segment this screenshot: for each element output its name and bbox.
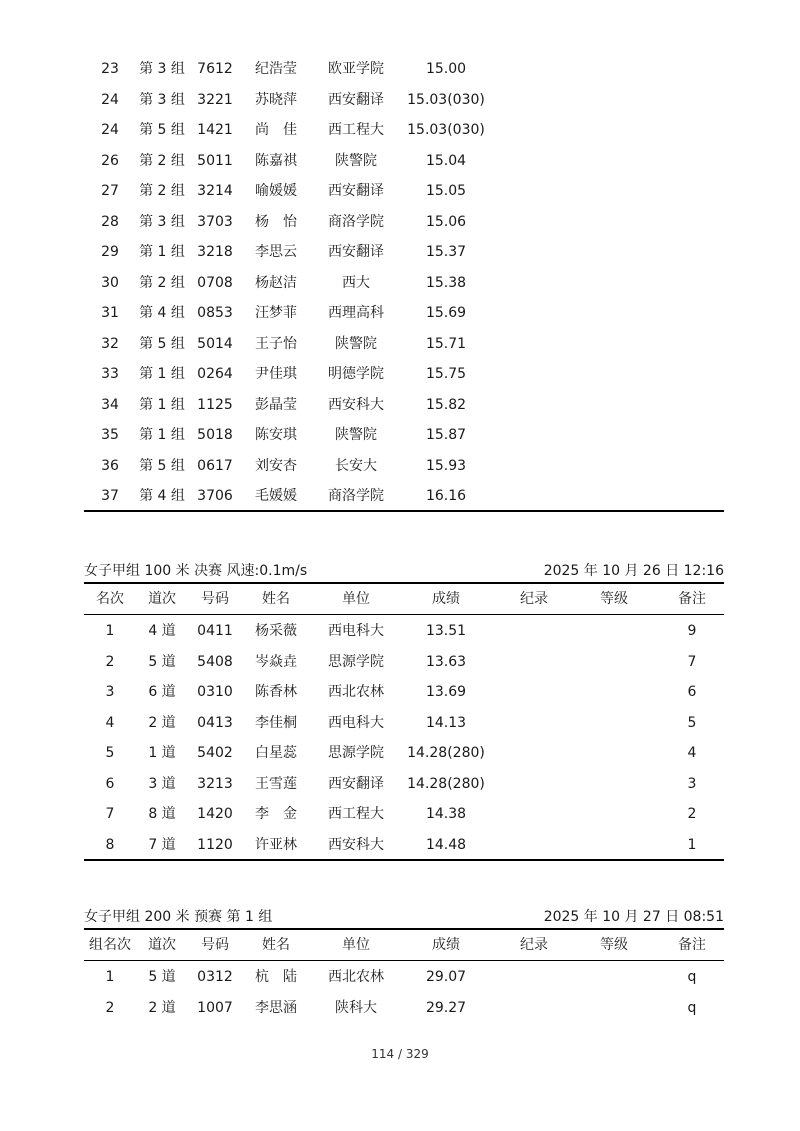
header-number: 号码	[201, 937, 229, 953]
number-cell: 5402	[197, 745, 233, 761]
name-cell: 李思涵	[255, 999, 297, 1016]
group-cell: 第 4 组	[139, 488, 185, 504]
group-cell: 第 1 组	[139, 366, 185, 382]
name-cell: 许亚林	[255, 836, 297, 853]
heat-section-title: 女子甲组 200 米 预赛 第 1 组	[84, 909, 273, 925]
result-cell: 16.16	[425, 488, 467, 504]
number-cell: 3706	[197, 488, 233, 504]
table-row	[0, 830, 800, 860]
unit-cell: 陕警院	[335, 152, 377, 169]
result-cell: 13.63	[425, 653, 467, 670]
name-cell: 尹佳琪	[255, 366, 297, 382]
result-cell: 29.27	[425, 999, 467, 1016]
lane-cell: 4 道	[148, 623, 176, 639]
group-cell: 第 1 组	[139, 427, 185, 443]
rank-cell: 23	[101, 61, 119, 77]
unit-cell: 西电科大	[328, 714, 384, 731]
lane-cell: 8 道	[148, 806, 176, 822]
name-cell: 杨采薇	[255, 623, 297, 639]
group-cell: 第 4 组	[139, 305, 185, 321]
result-cell: 15.03(030)	[407, 122, 485, 138]
header-record: 纪录	[520, 591, 548, 607]
table-row	[0, 176, 800, 206]
unit-cell: 明德学院	[328, 366, 384, 382]
unit-cell: 思源学院	[328, 653, 384, 670]
rank-cell: 34	[101, 396, 119, 413]
rank-cell: 1	[105, 623, 115, 639]
number-cell: 0708	[197, 274, 233, 291]
result-cell: 13.51	[425, 623, 467, 639]
table-row	[0, 481, 800, 511]
name-cell: 杨赵洁	[255, 274, 297, 291]
rank-cell: 28	[101, 213, 119, 230]
group-cell: 第 5 组	[139, 335, 185, 352]
header-note: 备注	[678, 591, 706, 607]
table-row	[0, 237, 800, 267]
unit-cell: 西安翻译	[328, 244, 384, 260]
result-cell: 15.93	[425, 457, 467, 474]
result-cell: 15.75	[425, 366, 467, 382]
header-name: 姓名	[262, 937, 290, 953]
name-cell: 汪梦菲	[255, 305, 297, 321]
rank-cell: 2	[105, 999, 115, 1016]
unit-cell: 西电科大	[328, 623, 384, 639]
result-cell: 15.04	[425, 152, 467, 169]
note-cell: 6	[687, 684, 697, 700]
table-row	[0, 207, 800, 237]
unit-cell: 西安翻译	[328, 91, 384, 108]
lane-cell: 2 道	[148, 714, 176, 731]
number-cell: 1421	[197, 122, 233, 138]
unit-cell: 西安科大	[328, 396, 384, 413]
result-cell: 15.71	[425, 335, 467, 352]
table-row	[0, 329, 800, 359]
name-cell: 王雪莲	[255, 775, 297, 792]
result-cell: 14.48	[425, 836, 467, 853]
header-grade: 等级	[600, 591, 628, 607]
table-row	[0, 769, 800, 799]
number-cell: 5408	[197, 653, 233, 670]
header-record: 纪录	[520, 937, 548, 953]
group-cell: 第 2 组	[139, 274, 185, 291]
result-cell: 15.03(030)	[407, 91, 485, 108]
unit-cell: 商洛学院	[328, 488, 384, 504]
final-header-row	[0, 584, 800, 614]
number-cell: 0310	[197, 684, 233, 700]
rank-cell: 24	[101, 91, 119, 108]
result-cell: 15.37	[425, 244, 467, 260]
table-row	[0, 647, 800, 677]
unit-cell: 西理高科	[328, 305, 384, 321]
number-cell: 0411	[197, 623, 233, 639]
number-cell: 0264	[197, 366, 233, 382]
name-cell: 彭晶莹	[255, 396, 297, 413]
lane-cell: 1 道	[148, 745, 176, 761]
note-cell: 7	[687, 653, 697, 670]
unit-cell: 西北农林	[328, 969, 384, 985]
unit-cell: 商洛学院	[328, 213, 384, 230]
table-row	[0, 962, 800, 992]
number-cell: 3213	[197, 775, 233, 792]
unit-cell: 陕科大	[335, 999, 377, 1016]
name-cell: 陈香林	[255, 684, 297, 700]
header-result: 成绩	[432, 591, 460, 607]
result-cell: 15.00	[425, 61, 467, 77]
note-cell: 2	[687, 806, 697, 822]
rank-cell: 3	[105, 684, 115, 700]
number-cell: 5018	[197, 427, 233, 443]
final-table-bottom-rule	[84, 859, 724, 861]
number-cell: 0413	[197, 714, 233, 731]
name-cell: 李思云	[255, 244, 297, 260]
rank-cell: 8	[105, 836, 115, 853]
result-cell: 14.28(280)	[407, 745, 485, 761]
result-cell: 15.87	[425, 427, 467, 443]
rank-cell: 29	[101, 244, 119, 260]
number-cell: 0312	[197, 969, 233, 985]
table-row	[0, 54, 800, 84]
rank-cell: 1	[105, 969, 115, 985]
header-lane: 道次	[148, 937, 176, 953]
name-cell: 苏晓萍	[255, 91, 297, 108]
heat-header-bottom-rule	[84, 960, 724, 961]
group-cell: 第 3 组	[139, 213, 185, 230]
rank-cell: 2	[105, 653, 115, 670]
result-cell: 14.13	[425, 714, 467, 731]
name-cell: 杨 怡	[255, 213, 297, 230]
unit-cell: 西安翻译	[328, 183, 384, 199]
table-row	[0, 146, 800, 176]
header-rank: 名次	[96, 591, 124, 607]
header-result: 成绩	[432, 937, 460, 953]
number-cell: 1007	[197, 999, 233, 1016]
rank-cell: 5	[105, 745, 115, 761]
heat-header-row	[0, 930, 800, 960]
lane-cell: 5 道	[148, 969, 176, 985]
rank-cell: 33	[101, 366, 119, 382]
name-cell: 陈安琪	[255, 427, 297, 443]
group-cell: 第 3 组	[139, 91, 185, 108]
page-number: 114 / 329	[371, 1047, 429, 1061]
table-row	[0, 993, 800, 1023]
name-cell: 喻媛媛	[255, 183, 297, 199]
unit-cell: 陕警院	[335, 335, 377, 352]
rank-cell: 24	[101, 122, 119, 138]
group-cell: 第 2 组	[139, 152, 185, 169]
result-cell: 13.69	[425, 684, 467, 700]
group-cell: 第 1 组	[139, 396, 185, 413]
number-cell: 1420	[197, 806, 233, 822]
name-cell: 李 金	[255, 806, 297, 822]
table-row	[0, 738, 800, 768]
heat-section-datetime: 2025 年 10 月 27 日 08:51	[543, 909, 724, 925]
rank-cell: 36	[101, 457, 119, 474]
group-cell: 第 5 组	[139, 457, 185, 474]
name-cell: 李佳桐	[255, 714, 297, 731]
number-cell: 0853	[197, 305, 233, 321]
table-row	[0, 268, 800, 298]
table-row	[0, 451, 800, 481]
note-cell: 4	[687, 745, 697, 761]
number-cell: 5011	[197, 152, 233, 169]
table-row	[0, 359, 800, 389]
group-cell: 第 3 组	[139, 61, 185, 77]
unit-cell: 西工程大	[328, 122, 384, 138]
header-unit: 单位	[342, 937, 370, 953]
rank-cell: 30	[101, 274, 119, 291]
name-cell: 毛媛媛	[255, 488, 297, 504]
header-note: 备注	[678, 937, 706, 953]
table-row	[0, 708, 800, 738]
note-cell: q	[687, 969, 697, 985]
note-cell: 1	[687, 836, 697, 853]
number-cell: 1125	[197, 396, 233, 413]
number-cell: 5014	[197, 335, 233, 352]
lane-cell: 5 道	[148, 653, 176, 670]
number-cell: 3703	[197, 213, 233, 230]
header-name: 姓名	[262, 591, 290, 607]
lane-cell: 3 道	[148, 775, 176, 792]
rank-cell: 26	[101, 152, 119, 169]
unit-cell: 陕警院	[335, 427, 377, 443]
rank-cell: 6	[105, 775, 115, 792]
result-cell: 15.82	[425, 396, 467, 413]
header-grade: 等级	[600, 937, 628, 953]
number-cell: 1120	[197, 836, 233, 853]
name-cell: 杭 陆	[255, 969, 297, 985]
final-header-bottom-rule	[84, 614, 724, 615]
group-cell: 第 5 组	[139, 122, 185, 138]
name-cell: 王子怡	[255, 335, 297, 352]
note-cell: 3	[687, 775, 697, 792]
result-cell: 29.07	[425, 969, 467, 985]
name-cell: 岑焱垚	[255, 653, 297, 670]
number-cell: 3214	[197, 183, 233, 199]
rank-cell: 32	[101, 335, 119, 352]
rank-cell: 27	[101, 183, 119, 199]
table-row	[0, 298, 800, 328]
number-cell: 3218	[197, 244, 233, 260]
header-unit: 单位	[342, 591, 370, 607]
unit-cell: 西北农林	[328, 684, 384, 700]
table-row	[0, 85, 800, 115]
number-cell: 7612	[197, 61, 233, 77]
unit-cell: 思源学院	[328, 745, 384, 761]
unit-cell: 西大	[342, 274, 370, 291]
table-row	[0, 420, 800, 450]
result-cell: 14.28(280)	[407, 775, 485, 792]
header-number: 号码	[201, 591, 229, 607]
rank-cell: 37	[101, 488, 119, 504]
name-cell: 刘安杏	[255, 457, 297, 474]
top-table-bottom-rule	[84, 510, 724, 512]
note-cell: 9	[687, 623, 697, 639]
result-cell: 15.06	[425, 213, 467, 230]
table-row	[0, 390, 800, 420]
rank-cell: 7	[105, 806, 115, 822]
result-cell: 14.38	[425, 806, 467, 822]
note-cell: q	[687, 999, 697, 1016]
table-row	[0, 799, 800, 829]
header-group-rank: 组名次	[89, 937, 131, 953]
unit-cell: 欧亚学院	[328, 61, 384, 77]
name-cell: 纪浩莹	[255, 61, 297, 77]
table-row	[0, 677, 800, 707]
number-cell: 0617	[197, 457, 233, 474]
lane-cell: 2 道	[148, 999, 176, 1016]
table-row	[0, 115, 800, 145]
group-cell: 第 1 组	[139, 244, 185, 260]
rank-cell: 31	[101, 305, 119, 321]
unit-cell: 西安翻译	[328, 775, 384, 792]
number-cell: 3221	[197, 91, 233, 108]
rank-cell: 35	[101, 427, 119, 443]
header-lane: 道次	[148, 591, 176, 607]
result-cell: 15.38	[425, 274, 467, 291]
group-cell: 第 2 组	[139, 183, 185, 199]
table-row	[0, 616, 800, 646]
lane-cell: 7 道	[148, 836, 176, 853]
unit-cell: 西工程大	[328, 806, 384, 822]
lane-cell: 6 道	[148, 684, 176, 700]
result-cell: 15.69	[425, 305, 467, 321]
result-cell: 15.05	[425, 183, 467, 199]
unit-cell: 西安科大	[328, 836, 384, 853]
unit-cell: 长安大	[335, 457, 377, 474]
rank-cell: 4	[105, 714, 115, 731]
name-cell: 尚 佳	[255, 122, 297, 138]
name-cell: 白星蕊	[255, 745, 297, 761]
final-section-datetime: 2025 年 10 月 26 日 12:16	[543, 563, 724, 579]
final-section-title: 女子甲组 100 米 决赛 风速:0.1m/s	[84, 563, 308, 579]
name-cell: 陈嘉祺	[255, 152, 297, 169]
note-cell: 5	[687, 714, 697, 731]
